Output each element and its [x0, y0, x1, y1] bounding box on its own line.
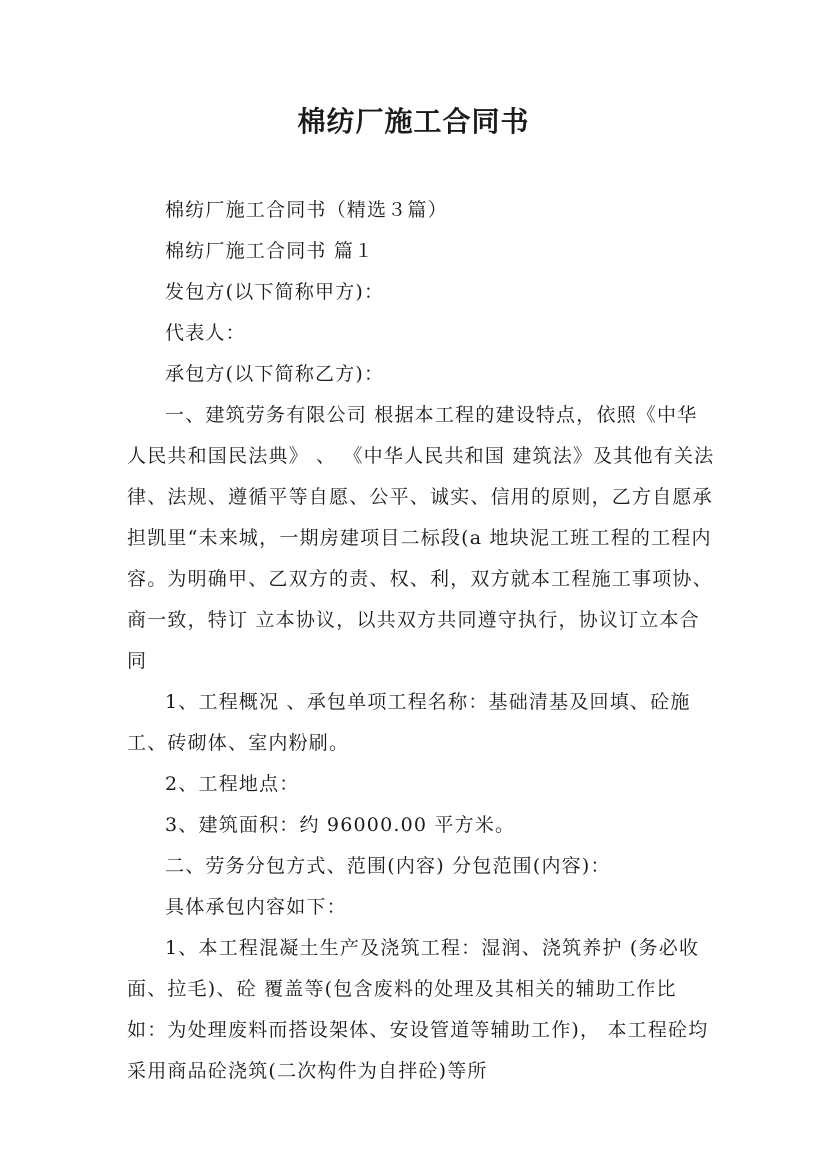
paragraph-contract-scope: 具体承包内容如下：	[165, 896, 347, 918]
paragraph-project-location: 2、工程地点：	[165, 773, 300, 795]
paragraph-article-two: 二、劳务分包方式、范围(内容) 分包范围(内容)：	[165, 855, 611, 877]
document-title: 棉纺厂施工合同书	[297, 105, 530, 138]
paragraph-project-overview: 1、工程概况 、承包单项工程名称：基础清基及回填、砼施工、砖砌体、室内粉刷。	[127, 691, 691, 754]
paragraph-party-b: 承包方(以下简称乙方)：	[165, 363, 385, 385]
paragraph-subtitle: 棉纺厂施工合同书（精选３篇）	[165, 199, 448, 221]
paragraph-party-a: 发包方(以下简称甲方)：	[165, 281, 385, 303]
paragraph-representative: 代表人：	[165, 322, 246, 344]
paragraph-section-heading: 棉纺厂施工合同书 篇１	[165, 240, 375, 262]
paragraph-concrete-works: 1、本工程混凝土生产及浇筑工程：湿润、浇筑养护 (务必收面、拉毛)、砼 覆盖等(包含废料的处理及其相关的辅助工作比如：为处理废料而搭设架体、安设管道等辅助工作)， 本工程砼均采用商品砼浇筑(二次构件为自拌砼)等所	[127, 937, 709, 1082]
document-body	[127, 190, 717, 1092]
paragraph-article-one: 一、建筑劳务有限公司 根据本工程的建设特点，依照《中华人民共和国民法典》 、 《中华人民共和国 建筑法》及其他有关法律、法规、遵循平等自愿、公平、诚实、信用的原则，乙方自愿承担凯里“未来城，一期房建项目二标段(a 地块泥工班工程的工程内容。为明确甲、乙双方的责、权、利，双方就本工程施工事项协、商一致，特订 立本协议，以共双方共同遵守执行，协议订立本合同	[127, 404, 715, 672]
paragraph-building-area: 3、建筑面积：约 96000.00 平方米。	[165, 814, 516, 836]
